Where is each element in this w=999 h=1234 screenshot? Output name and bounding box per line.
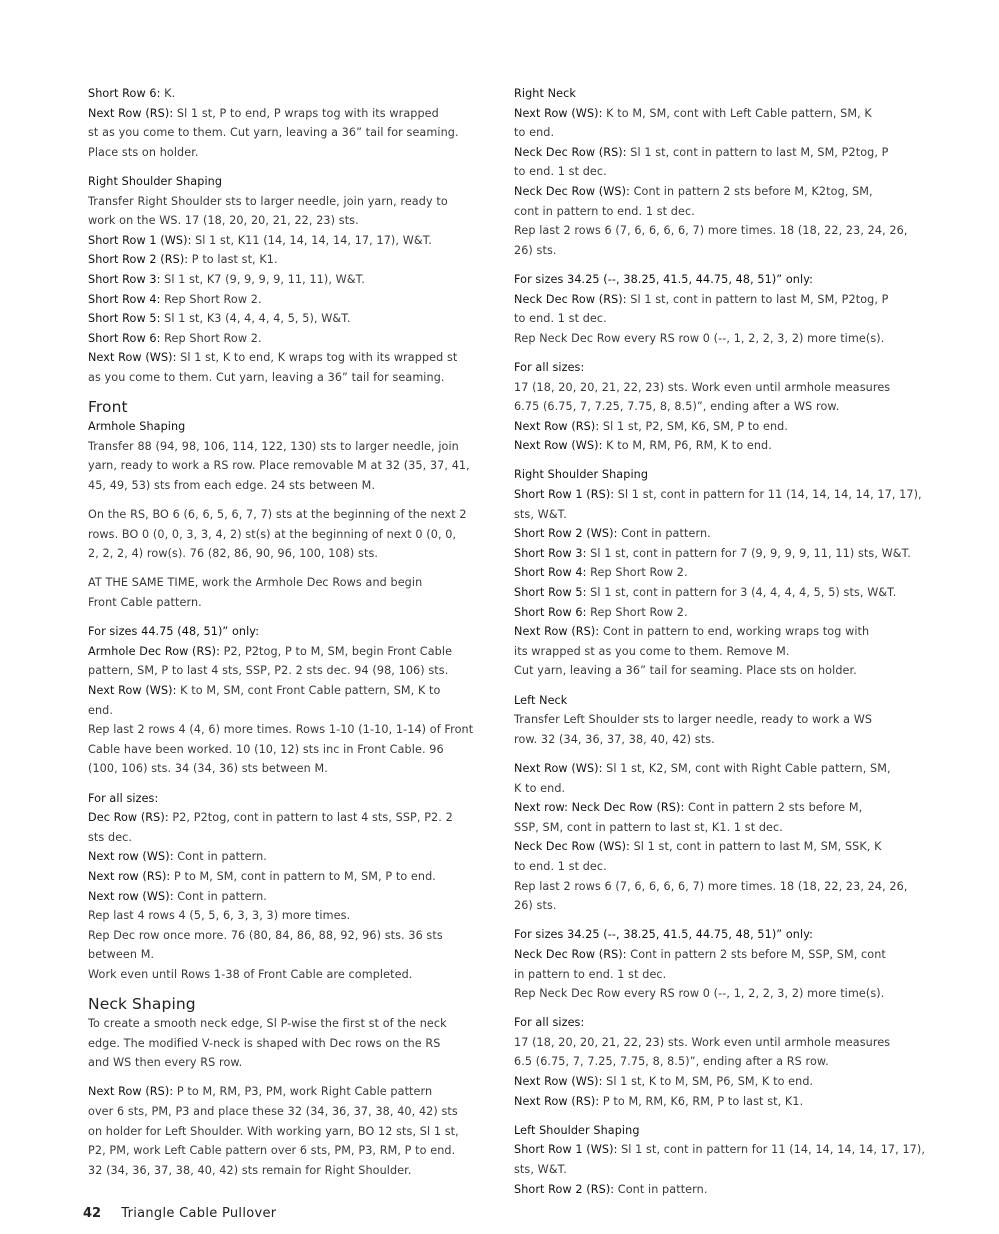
text-line: [514, 1052, 914, 1072]
right-column: [514, 84, 925, 1209]
instruction-label: Short Row 1 (WS):: [88, 233, 192, 247]
text-line: [514, 563, 914, 583]
text-line: [88, 1102, 486, 1122]
instruction-label: Neck Dec Row (RS):: [514, 947, 627, 961]
block: [88, 808, 486, 984]
block: [514, 945, 914, 1004]
instruction-text: Rep Short Row 2.: [160, 292, 262, 306]
text-line: [514, 1140, 925, 1160]
block: [88, 573, 486, 612]
text-line: [88, 828, 486, 848]
instruction-text: (100, 106) sts. 34 (34, 36) sts between M.: [88, 762, 328, 776]
instruction-text: Rep last 2 rows 4 (4, 6) more times. Rows 1-10 (1-10, 1-14) of Front: [88, 723, 474, 737]
instruction-text: Rep last 2 rows 6 (7, 6, 6, 6, 6, 7) more times. 18 (18, 22, 23, 24, 26,: [514, 224, 908, 238]
text-line: [88, 808, 486, 828]
instruction-text: 6.75 (6.75, 7, 7.25, 7.75, 8, 8.5)”, ending after a WS row.: [514, 400, 840, 414]
text-line: [514, 710, 914, 730]
text-line: [514, 524, 914, 544]
text-line: [88, 84, 486, 104]
instruction-text: Place sts on holder.: [88, 145, 199, 159]
text-line: [514, 945, 914, 965]
instruction-label: Next Row (RS):: [514, 419, 600, 433]
instruction-text: Rep Neck Dec Row every RS row 0 (--, 1, 2, 2, 3, 2) more time(s).: [514, 331, 885, 345]
instruction-text: Sl 1 st, cont in pattern to last M, SM, P2tog, P: [626, 292, 889, 306]
text-line: [514, 378, 914, 398]
text-line: [88, 906, 486, 926]
text-line: [514, 984, 914, 1004]
text-line: [88, 104, 486, 124]
text-line: [88, 1053, 486, 1073]
section-heading-front: Front: [88, 398, 128, 417]
instruction-text: Sl 1 st, K7 (9, 9, 9, 9, 11, 11), W&T.: [160, 272, 365, 286]
text-line: [514, 143, 914, 163]
instruction-text: Transfer Left Shoulder sts to larger needle, ready to work a WS: [514, 713, 873, 727]
text-line: [514, 896, 914, 916]
text-line: [88, 593, 486, 613]
text-line: [88, 720, 486, 740]
subheading: For all sizes:: [88, 791, 159, 805]
subheading: Armhole Shaping: [88, 420, 186, 434]
instruction-text: work on the WS. 17 (18, 20, 20, 21, 22, 23) sts.: [88, 214, 359, 228]
subheading: Right Shoulder Shaping: [514, 468, 649, 482]
text-line: [88, 1161, 486, 1181]
block: [88, 437, 486, 496]
text-line: [514, 182, 914, 202]
text-line: [88, 1014, 486, 1034]
text-line: [514, 877, 914, 897]
block: [514, 104, 914, 261]
subheading: Right Neck: [514, 87, 576, 100]
instruction-text: Sl 1 st, cont in pattern to last M, SM, SSK, K: [629, 840, 882, 854]
instruction-text: Cont in pattern 2 sts before M,: [684, 801, 863, 815]
text-line: [88, 642, 486, 662]
text-line: [514, 436, 914, 456]
text-line: [88, 456, 486, 476]
text-line: [88, 945, 486, 965]
text-line: [88, 368, 486, 388]
instruction-label: Next Row (WS):: [514, 106, 603, 120]
text-line: [514, 759, 914, 779]
instruction-text: Rep Short Row 2.: [586, 605, 688, 619]
text-line: [514, 221, 914, 241]
instruction-text: 26) sts.: [514, 243, 557, 257]
block: [88, 642, 486, 779]
text-line: [514, 309, 914, 329]
instruction-text: P to M, RM, K6, RM, P to last st, K1.: [599, 1094, 804, 1108]
instruction-text: Rep last 2 rows 6 (7, 6, 6, 6, 6, 7) more times. 18 (18, 22, 23, 24, 26,: [514, 879, 908, 893]
text-line: [514, 397, 914, 417]
page-footer: [83, 1206, 276, 1221]
instruction-text: Cont in pattern to end, working wraps tog with: [599, 625, 870, 639]
subheading: For sizes 34.25 (--, 38.25, 41.5, 44.75, 48, 51)” only:: [514, 928, 813, 942]
block: [88, 1014, 486, 1073]
instruction-text: cont in pattern to end. 1 st dec.: [514, 204, 695, 218]
text-line: [514, 123, 914, 143]
instruction-text: Cont in pattern.: [173, 850, 267, 864]
instruction-label: Next Row (WS):: [88, 351, 177, 365]
instruction-text: Rep Short Row 2.: [160, 331, 262, 345]
block: [88, 192, 486, 388]
text-line: [88, 329, 486, 349]
instruction-text: Cont in pattern 2 sts before M, SSP, SM, cont: [626, 947, 886, 961]
instruction-text: Sl 1 st, cont in pattern for 11 (14, 14, 14, 14, 17, 17),: [617, 1143, 925, 1157]
block: [88, 84, 486, 162]
text-line: [514, 661, 914, 681]
instruction-text: Sl 1 st, P to end, P wraps tog with its wrapped: [173, 106, 439, 120]
left-column: [88, 84, 486, 1190]
text-line: [88, 1034, 486, 1054]
text-line: [88, 965, 486, 985]
block: [514, 1033, 914, 1111]
text-line: [88, 1122, 486, 1142]
instruction-text: 45, 49, 53) sts from each edge. 24 sts between M.: [88, 478, 376, 492]
instruction-text: Cont in pattern.: [614, 1182, 708, 1196]
block: [514, 290, 914, 349]
instruction-label: Short Row 6:: [88, 87, 161, 100]
instruction-text: K to M, RM, P6, RM, K to end.: [602, 439, 772, 453]
instruction-text: Sl 1 st, K2, SM, cont with Right Cable pattern, SM,: [602, 761, 891, 775]
text-line: [88, 1141, 486, 1161]
instruction-text: P to last st, K1.: [188, 253, 278, 267]
instruction-label: Short Row 6:: [514, 605, 587, 619]
instruction-text: Sl 1 st, K to M, SM, P6, SM, K to end.: [602, 1075, 814, 1089]
instruction-text: on holder for Left Shoulder. With working yarn, BO 12 sts, Sl 1 st,: [88, 1124, 459, 1138]
instruction-text: Transfer Right Shoulder sts to larger needle, join yarn, ready to: [88, 194, 448, 208]
instruction-text: Sl 1 st, P2, SM, K6, SM, P to end.: [599, 419, 789, 433]
text-line: [88, 348, 486, 368]
instruction-label: Next Row (RS):: [514, 1094, 600, 1108]
instruction-label: Next Row (WS):: [514, 439, 603, 453]
text-line: [88, 211, 486, 231]
text-line: [88, 887, 486, 907]
instruction-text: Rep Dec row once more. 76 (80, 84, 86, 88, 92, 96) sts. 36 sts: [88, 928, 443, 942]
instruction-text: SSP, SM, cont in pattern to last st, K1. 1 st dec.: [514, 820, 783, 834]
instruction-text: P to M, RM, P3, PM, work Right Cable pattern: [173, 1085, 433, 1099]
instruction-label: Short Row 6:: [88, 331, 161, 345]
instruction-label: Short Row 3:: [514, 546, 587, 560]
instruction-text: To create a smooth neck edge, Sl P-wise the first st of the neck: [88, 1017, 447, 1031]
text-line: [514, 837, 914, 857]
instruction-label: Next Row (RS):: [88, 1085, 174, 1099]
instruction-text: Transfer 88 (94, 98, 106, 114, 122, 130) sts to larger needle, join: [88, 439, 459, 453]
instruction-label: Next Row (WS):: [514, 1075, 603, 1089]
text-line: [514, 329, 914, 349]
instruction-text: and WS then every RS row.: [88, 1056, 243, 1070]
instruction-label: Short Row 5:: [514, 586, 587, 600]
instruction-text: Sl 1 st, cont in pattern for 3 (4, 4, 4, 4, 5, 5) sts, W&T.: [586, 586, 897, 600]
text-line: [514, 965, 914, 985]
instruction-text: its wrapped st as you come to them. Remove M.: [514, 644, 790, 658]
text-line: [514, 603, 914, 623]
instruction-text: Rep Neck Dec Row every RS row 0 (--, 1, 2, 2, 3, 2) more time(s).: [514, 987, 885, 1001]
instruction-text: P2, P2tog, cont in pattern to last 4 sts, SSP, P2. 2: [168, 811, 453, 825]
instruction-label: Neck Dec Row (RS):: [514, 145, 627, 159]
instruction-label: Short Row 1 (RS):: [514, 488, 615, 502]
instruction-text: Sl 1 st, cont in pattern for 7 (9, 9, 9, 9, 11, 11) sts, W&T.: [586, 546, 911, 560]
text-line: [88, 701, 486, 721]
instruction-text: Front Cable pattern.: [88, 596, 202, 610]
instruction-label: Next Row (WS):: [514, 761, 603, 775]
text-line: [514, 104, 914, 124]
instruction-label: Dec Row (RS):: [88, 811, 169, 825]
instruction-text: Sl 1 st, K to end, K wraps tog with its wrapped st: [176, 351, 458, 365]
instruction-text: sts, W&T.: [514, 1163, 567, 1177]
text-line: [514, 544, 914, 564]
instruction-text: P2, P2tog, P to M, SM, begin Front Cable: [219, 644, 453, 658]
text-line: [88, 867, 486, 887]
instruction-label: Short Row 4:: [514, 566, 587, 580]
pattern-title: Triangle Cable Pullover: [121, 1206, 277, 1221]
text-line: [88, 143, 486, 163]
instruction-text: Rep Short Row 2.: [586, 566, 688, 580]
instruction-text: end.: [88, 703, 114, 717]
instruction-text: to end.: [514, 126, 555, 140]
text-line: [88, 740, 486, 760]
instruction-text: row. 32 (34, 36, 37, 38, 40, 42) sts.: [514, 732, 715, 746]
instruction-label: Next Row (RS):: [88, 106, 174, 120]
text-line: [88, 525, 486, 545]
text-line: [514, 162, 914, 182]
text-line: [514, 290, 914, 310]
text-line: [88, 1082, 486, 1102]
subheading: Left Shoulder Shaping: [514, 1123, 640, 1137]
instruction-text: to end. 1 st dec.: [514, 165, 607, 179]
text-line: [514, 798, 914, 818]
text-line: [88, 573, 486, 593]
instruction-text: 17 (18, 20, 20, 21, 22, 23) sts. Work even until armhole measures: [514, 380, 891, 394]
text-line: [514, 505, 914, 525]
text-line: [514, 857, 914, 877]
instruction-text: to end. 1 st dec.: [514, 859, 607, 873]
instruction-text: K to M, SM, cont with Left Cable pattern, SM, K: [602, 106, 872, 120]
instruction-text: Sl 1 st, cont in pattern to last M, SM, P2tog, P: [626, 145, 889, 159]
instruction-text: P2, PM, work Left Cable pattern over 6 sts, PM, P3, RM, P to end.: [88, 1144, 456, 1158]
instruction-label: Armhole Dec Row (RS):: [88, 644, 220, 658]
instruction-text: Cont in pattern.: [617, 527, 711, 541]
instruction-label: Short Row 3:: [88, 272, 161, 286]
subheading: For all sizes:: [514, 1016, 585, 1030]
instruction-text: Cont in pattern.: [173, 889, 267, 903]
instruction-text: Cable have been worked. 10 (10, 12) sts inc in Front Cable. 96: [88, 742, 444, 756]
instruction-text: over 6 sts, PM, P3 and place these 32 (34, 36, 37, 38, 40, 42) sts: [88, 1105, 458, 1119]
instruction-text: yarn, ready to work a RS row. Place removable M at 32 (35, 37, 41,: [88, 459, 470, 473]
text-line: [514, 1180, 914, 1200]
text-line: [514, 241, 914, 261]
instruction-text: P to M, SM, cont in pattern to M, SM, P to end.: [170, 869, 436, 883]
subheading: For sizes 44.75 (48, 51)” only:: [88, 625, 260, 639]
text-line: [514, 818, 914, 838]
instruction-text: AT THE SAME TIME, work the Armhole Dec Rows and begin: [88, 576, 423, 590]
instruction-label: Short Row 1 (WS):: [514, 1143, 618, 1157]
text-line: [514, 1072, 914, 1092]
text-line: [88, 290, 486, 310]
instruction-label: Neck Dec Row (RS):: [514, 292, 627, 306]
subheading: For all sizes:: [514, 360, 585, 374]
text-line: [514, 730, 914, 750]
text-line: [514, 1033, 914, 1053]
instruction-label: Next Row (WS):: [88, 684, 177, 697]
block: [514, 378, 914, 456]
text-line: [88, 270, 486, 290]
instruction-text: Cut yarn, leaving a 36” tail for seaming. Place sts on holder.: [514, 664, 857, 678]
text-line: [88, 759, 486, 779]
text-line: [88, 231, 486, 251]
text-line: [514, 622, 914, 642]
instruction-text: sts, W&T.: [514, 507, 567, 521]
instruction-text: edge. The modified V-neck is shaped with Dec rows on the RS: [88, 1036, 441, 1050]
instruction-text: Sl 1 st, cont in pattern for 11 (14, 14, 14, 14, 17, 17),: [614, 488, 922, 502]
instruction-text: in pattern to end. 1 st dec.: [514, 967, 667, 981]
subheading: For sizes 34.25 (--, 38.25, 41.5, 44.75, 48, 51)” only:: [514, 272, 813, 286]
instruction-text: Cont in pattern 2 sts before M, K2tog, SM,: [629, 184, 873, 198]
instruction-text: 17 (18, 20, 20, 21, 22, 23) sts. Work even until armhole measures: [514, 1035, 891, 1049]
block: [514, 759, 914, 916]
block: [514, 710, 914, 749]
text-line: [88, 437, 486, 457]
text-line: [514, 583, 914, 603]
text-line: [88, 476, 486, 496]
text-line: [88, 250, 486, 270]
instruction-text: 32 (34, 36, 37, 38, 40, 42) sts remain for Right Shoulder.: [88, 1163, 412, 1177]
text-line: [88, 123, 486, 143]
instruction-text: pattern, SM, P to last 4 sts, SSP, P2. 2 sts dec. 94 (98, 106) sts.: [88, 664, 449, 678]
text-line: [88, 681, 486, 701]
instruction-text: sts dec.: [88, 830, 133, 844]
text-line: [88, 661, 486, 681]
instruction-text: K to end.: [514, 781, 566, 795]
block: [88, 1082, 486, 1180]
instruction-text: to end. 1 st dec.: [514, 312, 607, 326]
instruction-text: between M.: [88, 948, 155, 962]
section-heading-neck: Neck Shaping: [88, 995, 196, 1014]
text-line: [514, 1160, 914, 1180]
instruction-text: 2, 2, 2, 4) row(s). 76 (82, 86, 90, 96, 100, 108) sts.: [88, 547, 379, 561]
instruction-text: as you come to them. Cut yarn, leaving a 36” tail for seaming.: [88, 370, 445, 384]
instruction-label: Short Row 4:: [88, 292, 161, 306]
text-line: [88, 847, 486, 867]
instruction-label: Next row (RS):: [88, 869, 171, 883]
instruction-label: Next row: Neck Dec Row (RS):: [514, 801, 685, 815]
text-line: [88, 544, 486, 564]
text-line: [514, 642, 914, 662]
subheading: Right Shoulder Shaping: [88, 174, 223, 188]
instruction-text: 6.5 (6.75, 7, 7.25, 7.75, 8, 8.5)”, ending after a RS row.: [514, 1055, 829, 1069]
text-line: [88, 926, 486, 946]
text-line: [514, 417, 914, 437]
instruction-text: On the RS, BO 6 (6, 6, 5, 6, 7, 7) sts at the beginning of the next 2: [88, 508, 467, 522]
instruction-label: Neck Dec Row (WS):: [514, 184, 630, 198]
instruction-text: 26) sts.: [514, 899, 557, 913]
text-line: [514, 485, 922, 505]
instruction-text: Work even until Rows 1-38 of Front Cable are completed.: [88, 967, 413, 981]
text-line: [514, 202, 914, 222]
instruction-label: Next Row (RS):: [514, 625, 600, 639]
text-line: [88, 309, 486, 329]
page-number: 42: [83, 1206, 102, 1221]
text-line: [88, 192, 486, 212]
text-line: [88, 505, 486, 525]
instruction-text: Rep last 4 rows 4 (5, 5, 6, 3, 3, 3) more times.: [88, 909, 351, 923]
instruction-label: Next row (WS):: [88, 889, 174, 903]
instruction-label: Short Row 5:: [88, 312, 161, 326]
instruction-text: Sl 1 st, K3 (4, 4, 4, 4, 5, 5), W&T.: [160, 312, 351, 326]
instruction-text: K to M, SM, cont Front Cable pattern, SM, K to: [176, 684, 441, 697]
instruction-text: st as you come to them. Cut yarn, leaving a 36” tail for seaming.: [88, 126, 459, 140]
instruction-label: Short Row 2 (RS):: [514, 1182, 615, 1196]
text-line: [514, 1092, 914, 1112]
block: [88, 505, 486, 564]
instruction-label: Short Row 2 (RS):: [88, 253, 189, 267]
instruction-text: rows. BO 0 (0, 0, 3, 3, 4, 2) st(s) at the beginning of next 0 (0, 0,: [88, 527, 457, 541]
instruction-label: Next row (WS):: [88, 850, 174, 864]
instruction-text: K.: [160, 87, 176, 100]
instruction-text: Sl 1 st, K11 (14, 14, 14, 14, 17, 17), W&T.: [191, 233, 432, 247]
block: [514, 1140, 925, 1199]
instruction-label: Short Row 2 (WS):: [514, 527, 618, 541]
block: [514, 485, 922, 681]
instruction-label: Neck Dec Row (WS):: [514, 840, 630, 854]
text-line: [514, 779, 914, 799]
subheading: Left Neck: [514, 693, 568, 707]
